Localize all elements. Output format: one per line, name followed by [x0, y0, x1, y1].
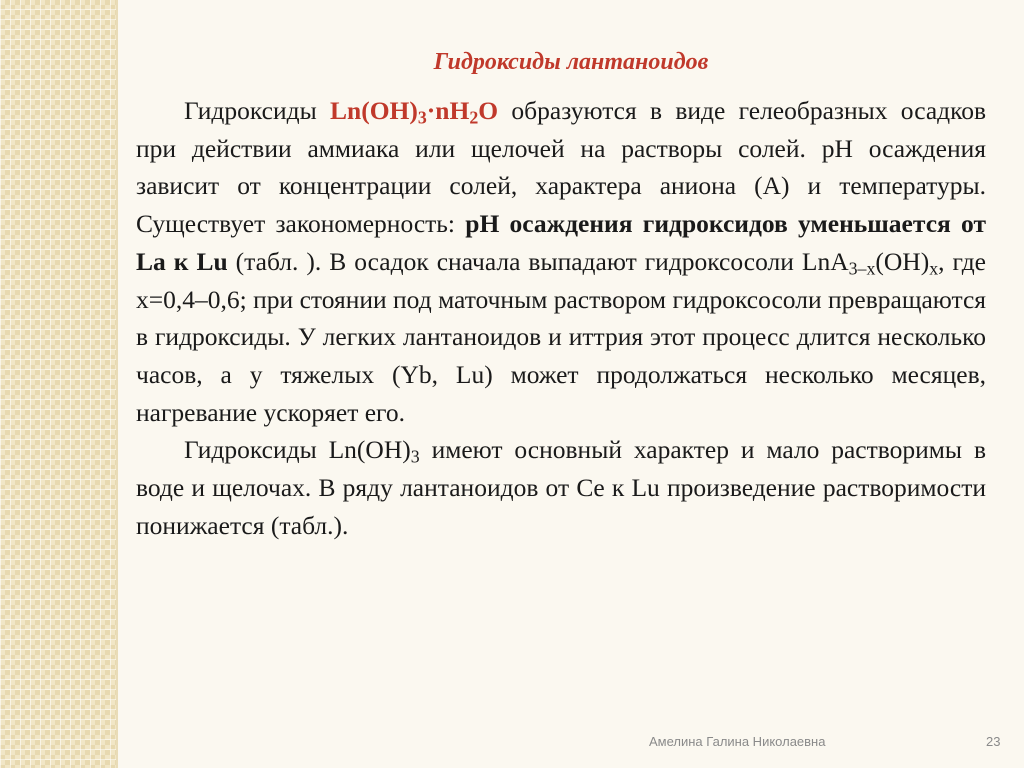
footer-author: Амелина Галина Николаевна — [649, 734, 826, 749]
p1-text-3: (табл. ). В осадок сначала выпадают гидроксосоли LnA — [227, 246, 849, 276]
paragraph-1 — [136, 92, 986, 431]
paragraph-2 — [136, 431, 986, 544]
p2-text-2: имеют основный характер и мало растворимы в воде и щелочах. В ряду лантаноидов от Ce к Lu произведение растворимости понижается (табл.). — [136, 435, 986, 540]
slide-body — [136, 92, 986, 544]
formula-part-2: ·nH — [426, 96, 470, 125]
decorative-pattern-strip — [0, 0, 118, 768]
p1-sub-1: 3–x — [848, 258, 876, 279]
p1-bold-rule: pH осаждения гидроксидов уменьшается от La к Lu — [136, 209, 986, 276]
formula-part-1: Ln(OH) — [330, 96, 418, 125]
page-number: 23 — [986, 734, 1001, 749]
p1-text-1: Гидроксиды — [184, 96, 331, 125]
slide — [118, 0, 1024, 768]
formula-sub-2: 2 — [469, 107, 479, 128]
p1-sub-2: x — [929, 258, 939, 279]
p2-text-1: Гидроксиды Ln(OH) — [184, 435, 411, 465]
p1-text-4: (OH) — [875, 246, 930, 276]
formula-sub-1: 3 — [417, 107, 427, 128]
p1-text-2: образуются в виде гелеобразных осадков при действии аммиака или щелочей на растворы солей. pH осаждения зависит от концентрации солей, характера аниона (A) и температуры. Существует закономерность: — [136, 96, 987, 239]
slide-title: Гидроксиды лантаноидов — [433, 49, 709, 75]
p1-text-5: , где x=0,4–0,6; при стоянии под маточным раствором гидроксосоли превращаются в гидроксиды. У легких лантаноидов и иттрия этот процесс длится несколько часов, а у тяжелых (Yb, Lu) может продолжаться несколько месяцев, нагревание ускоряет его. — [136, 246, 986, 427]
p2-sub-1: 3 — [410, 446, 420, 467]
hydroxide-formula — [330, 96, 499, 128]
formula-part-3: O — [478, 96, 499, 125]
